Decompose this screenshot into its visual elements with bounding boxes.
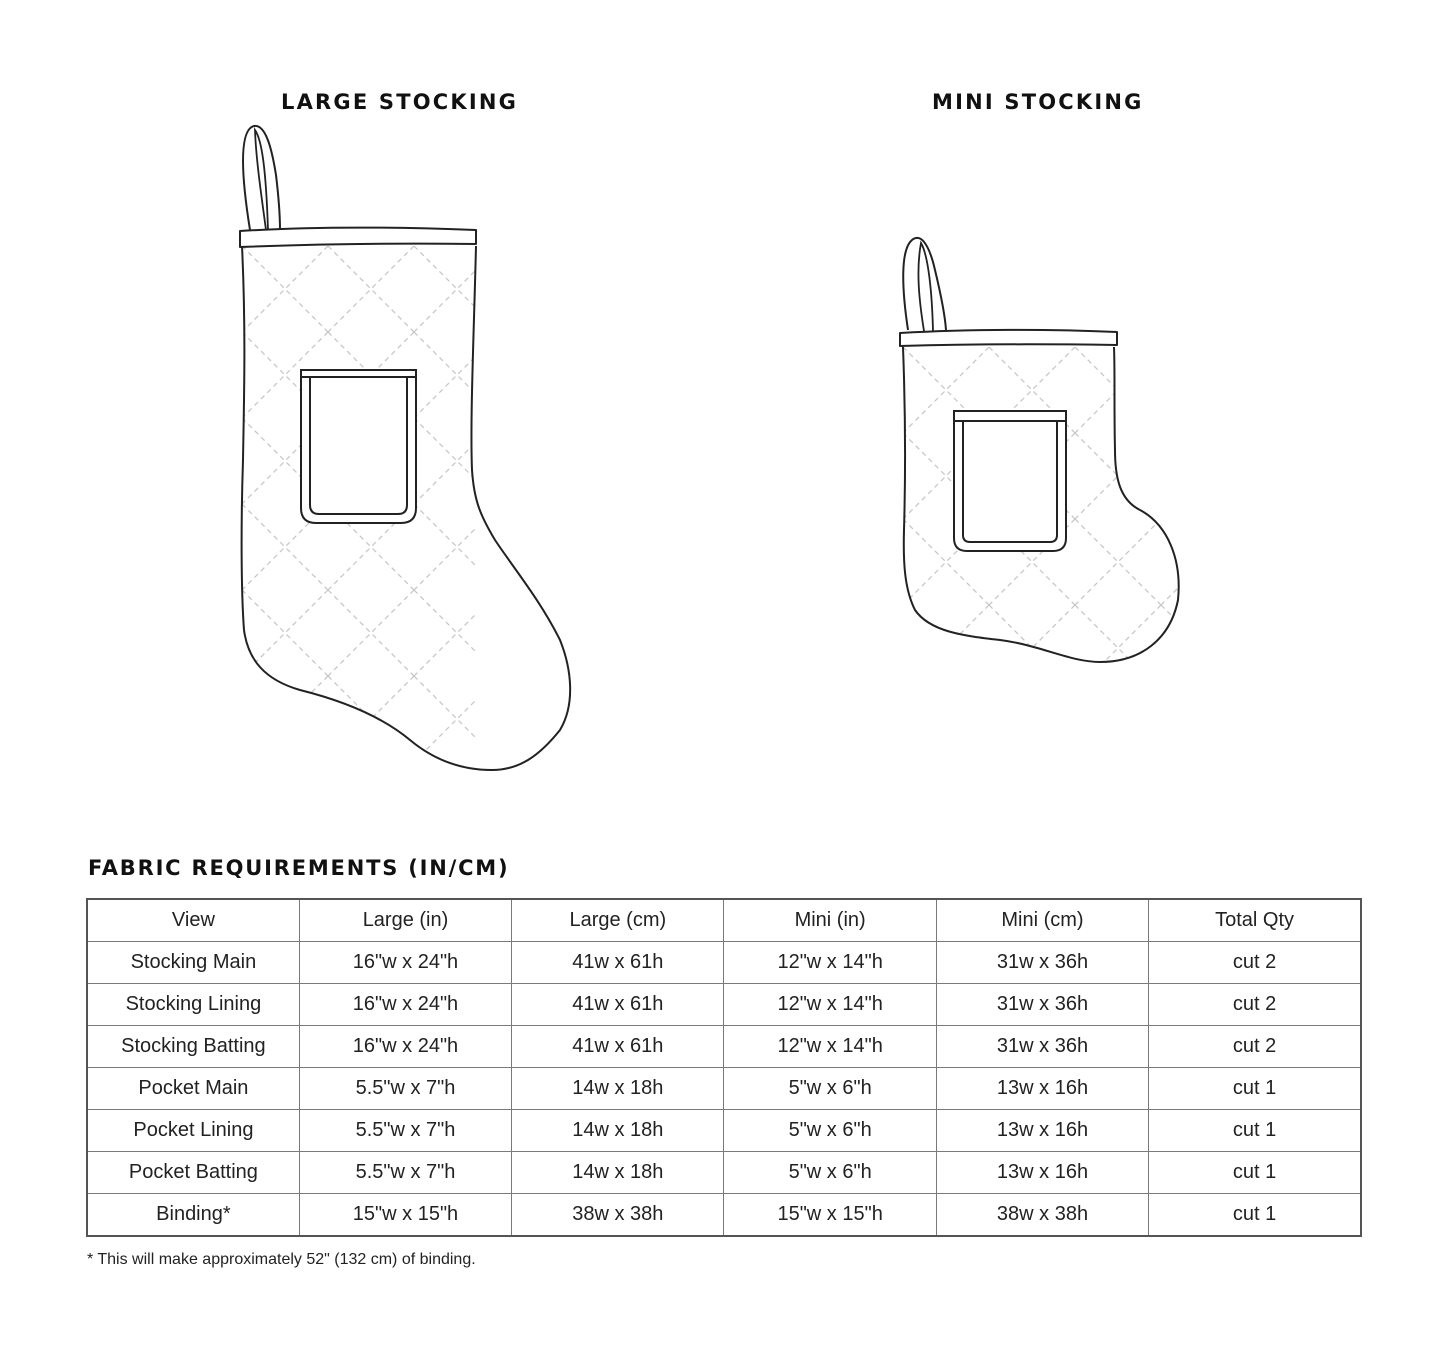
cell-large-cm: 41w x 61h	[512, 1026, 724, 1068]
cell-total-qty: cut 1	[1149, 1068, 1361, 1110]
large-stocking-title: LARGE STOCKING	[281, 90, 519, 114]
cell-mini-in: 5"w x 6"h	[724, 1110, 936, 1152]
cell-mini-cm: 13w x 16h	[936, 1110, 1148, 1152]
table-header-row	[87, 899, 1361, 942]
cell-view: Pocket Main	[87, 1068, 299, 1110]
table-row	[87, 1152, 1361, 1194]
cell-large-in: 16"w x 24"h	[299, 984, 511, 1026]
column-header: Total Qty	[1149, 899, 1361, 942]
cell-mini-in: 12"w x 14"h	[724, 942, 936, 984]
cell-total-qty: cut 1	[1149, 1152, 1361, 1194]
large-cuff	[240, 228, 476, 248]
cell-total-qty: cut 1	[1149, 1194, 1361, 1237]
table-row	[87, 942, 1361, 984]
table-row	[87, 1194, 1361, 1237]
cell-large-in: 16"w x 24"h	[299, 1026, 511, 1068]
cell-view: Pocket Lining	[87, 1110, 299, 1152]
cell-large-in: 5.5"w x 7"h	[299, 1110, 511, 1152]
large-pocket	[301, 370, 416, 523]
fabric-requirements-title: FABRIC REQUIREMENTS (IN/CM)	[88, 856, 510, 880]
cell-large-cm: 14w x 18h	[512, 1068, 724, 1110]
table-row	[87, 1026, 1361, 1068]
mini-pocket	[954, 411, 1066, 551]
table-row	[87, 1110, 1361, 1152]
cell-mini-in: 15"w x 15"h	[724, 1194, 936, 1237]
cell-view: Stocking Batting	[87, 1026, 299, 1068]
cell-mini-cm: 31w x 36h	[936, 984, 1148, 1026]
cell-large-cm: 41w x 61h	[512, 942, 724, 984]
cell-total-qty: cut 1	[1149, 1110, 1361, 1152]
table-row	[87, 984, 1361, 1026]
cell-total-qty: cut 2	[1149, 942, 1361, 984]
cell-mini-cm: 13w x 16h	[936, 1068, 1148, 1110]
cell-view: Stocking Lining	[87, 984, 299, 1026]
fabric-requirements-table	[86, 898, 1362, 1237]
mini-stocking	[900, 238, 1183, 667]
column-header: Mini (in)	[724, 899, 936, 942]
mini-cuff	[900, 330, 1117, 346]
cell-mini-cm: 13w x 16h	[936, 1152, 1148, 1194]
column-header: Large (cm)	[512, 899, 724, 942]
cell-mini-in: 12"w x 14"h	[724, 984, 936, 1026]
column-header: View	[87, 899, 299, 942]
cell-view: Pocket Batting	[87, 1152, 299, 1194]
cell-large-cm: 38w x 38h	[512, 1194, 724, 1237]
cell-mini-in: 12"w x 14"h	[724, 1026, 936, 1068]
column-header: Large (in)	[299, 899, 511, 942]
cell-large-cm: 14w x 18h	[512, 1152, 724, 1194]
cell-total-qty: cut 2	[1149, 984, 1361, 1026]
cell-large-cm: 14w x 18h	[512, 1110, 724, 1152]
cell-mini-in: 5"w x 6"h	[724, 1068, 936, 1110]
cell-total-qty: cut 2	[1149, 1026, 1361, 1068]
cell-large-in: 5.5"w x 7"h	[299, 1068, 511, 1110]
cell-mini-cm: 31w x 36h	[936, 942, 1148, 984]
cell-mini-cm: 31w x 36h	[936, 1026, 1148, 1068]
large-hanging-loop	[243, 126, 280, 230]
cell-large-in: 16"w x 24"h	[299, 942, 511, 984]
large-stocking	[240, 126, 570, 776]
cell-mini-in: 5"w x 6"h	[724, 1152, 936, 1194]
mini-stocking-title: MINI STOCKING	[932, 90, 1144, 114]
cell-view: Stocking Main	[87, 942, 299, 984]
cell-large-in: 15"w x 15"h	[299, 1194, 511, 1237]
table-row	[87, 1068, 1361, 1110]
binding-footnote: * This will make approximately 52" (132 cm) of binding.	[87, 1251, 476, 1268]
cell-mini-cm: 38w x 38h	[936, 1194, 1148, 1237]
cell-view: Binding*	[87, 1194, 299, 1237]
cell-large-cm: 41w x 61h	[512, 984, 724, 1026]
cell-large-in: 5.5"w x 7"h	[299, 1152, 511, 1194]
column-header: Mini (cm)	[936, 899, 1148, 942]
